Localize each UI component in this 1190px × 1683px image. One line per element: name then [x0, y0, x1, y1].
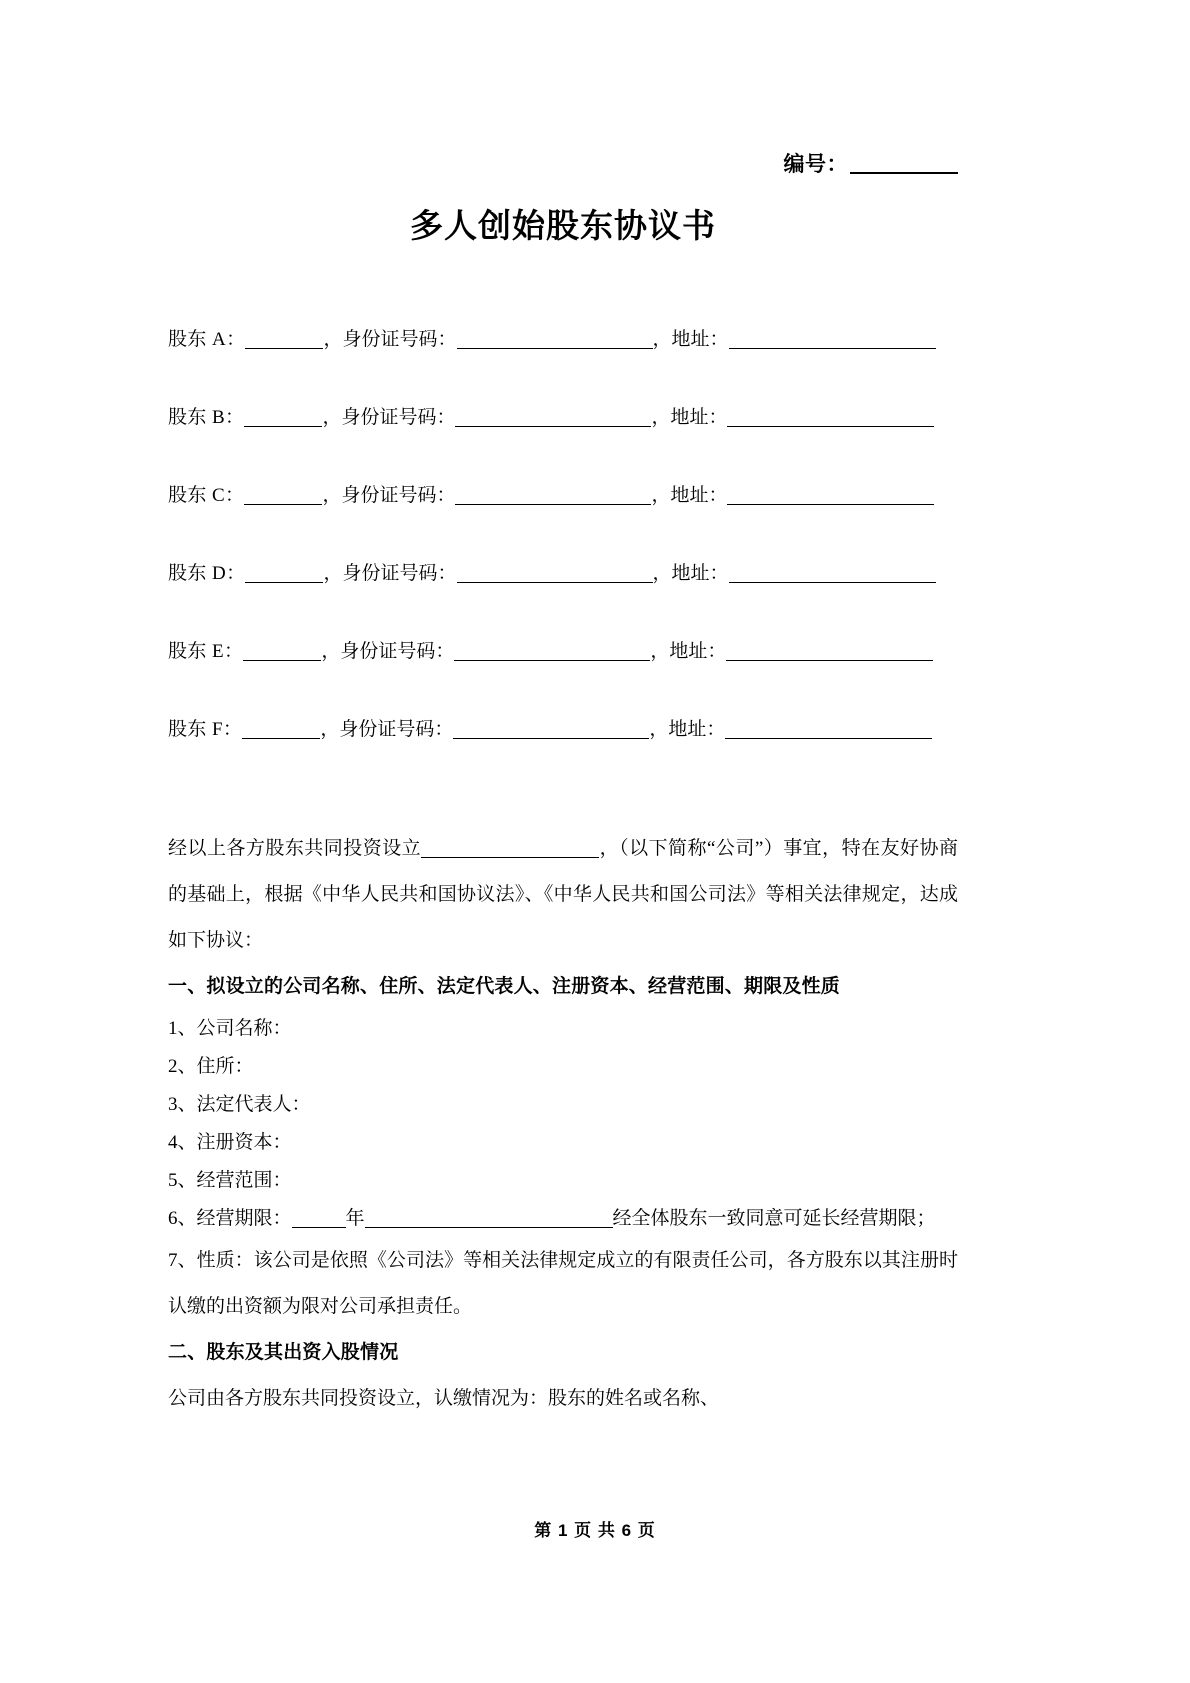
doc-number-label: 编号： [783, 152, 848, 176]
shareholder-label-c: 股东 C： [168, 485, 245, 506]
shareholder-name-blank-a[interactable] [245, 348, 323, 349]
shareholder-name-blank-c[interactable] [244, 504, 322, 505]
preamble-after: ，（以下简称“公司”）事宜，特在友好协商的基础上，根据《中华人民共和国协议法》、《中华人民共和国公司法》等相关法律规定，达成如下协议： [168, 838, 958, 951]
id-label-a: ，身份证号码： [323, 329, 457, 350]
id-label-c: ，身份证号码： [322, 485, 456, 506]
item-nature: 7、性质：该公司是依照《公司法》等相关法律规定成立的有限责任公司，各方股东以其注册时认缴的出资额为限对公司承担责任。 [168, 1250, 958, 1317]
section-heading-two: 二、股东及其出资入股情况 [168, 1342, 399, 1363]
shareholder-address-blank-d[interactable] [729, 582, 936, 583]
shareholder-label-f: 股东 F： [168, 719, 243, 740]
shareholder-name-blank-e[interactable] [243, 660, 321, 661]
shareholder-id-blank-c[interactable] [455, 504, 651, 505]
id-label-d: ，身份证号码： [323, 563, 457, 584]
address-label-f: ，地址： [649, 719, 726, 740]
shareholder-name-blank-d[interactable] [245, 582, 323, 583]
shareholder-address-blank-b[interactable] [727, 426, 934, 427]
shareholder-label-a: 股东 A： [168, 329, 246, 350]
operating-term-suffix: 经全体股东一致同意可延长经营期限； [612, 1208, 936, 1229]
shareholder-id-blank-e[interactable] [454, 660, 650, 661]
address-label-d: ，地址： [652, 563, 729, 584]
shareholder-id-blank-d[interactable] [457, 582, 653, 583]
item-legal-representative: 3、法定代表人： [168, 1094, 311, 1115]
shareholder-row-e [168, 613, 958, 691]
preamble-block [168, 826, 958, 964]
operating-term-years-blank[interactable] [292, 1227, 346, 1228]
address-label-c: ，地址： [651, 485, 728, 506]
company-name-blank[interactable] [421, 857, 599, 858]
item-business-scope: 5、经营范围： [168, 1170, 292, 1191]
address-label-e: ，地址： [650, 641, 727, 662]
doc-number-field [168, 148, 958, 178]
shareholder-address-blank-f[interactable] [725, 738, 932, 739]
shareholder-name-blank-b[interactable] [244, 426, 322, 427]
item-operating-term [168, 1200, 958, 1238]
preamble-lead: 经以上各方股东共同投资设立 [168, 838, 422, 859]
shareholder-address-blank-e[interactable] [726, 660, 933, 661]
document-content [168, 0, 958, 1422]
page-title: 多人创始股东协议书 [410, 207, 716, 244]
doc-number-blank[interactable] [850, 172, 958, 174]
address-label-b: ，地址： [651, 407, 728, 428]
shareholder-row-c [168, 457, 958, 535]
shareholder-id-blank-b[interactable] [455, 426, 651, 427]
item-company-name: 1、公司名称： [168, 1018, 292, 1039]
id-label-e: ，身份证号码： [321, 641, 455, 662]
section-heading-one: 一、拟设立的公司名称、住所、法定代表人、注册资本、经营范围、期限及性质 [168, 976, 841, 997]
shareholder-row-d [168, 535, 958, 613]
shareholder-id-blank-a[interactable] [457, 348, 653, 349]
section-two-body: 公司由各方股东共同投资设立，认缴情况为：股东的姓名或名称、 [168, 1388, 720, 1409]
shareholder-row-f [168, 691, 958, 769]
item-registered-capital: 4、注册资本： [168, 1132, 292, 1153]
shareholder-row-a [168, 301, 958, 379]
shareholder-label-e: 股东 E： [168, 641, 244, 662]
shareholder-address-blank-a[interactable] [729, 348, 936, 349]
shareholder-name-blank-f[interactable] [242, 738, 320, 739]
id-label-f: ，身份证号码： [320, 719, 454, 740]
item-address: 2、住所： [168, 1056, 254, 1077]
id-label-b: ，身份证号码： [322, 407, 456, 428]
address-label-a: ，地址： [652, 329, 729, 350]
preamble-paragraph [168, 826, 958, 964]
operating-term-years-unit: 年 [345, 1208, 365, 1229]
page-footer: 第 1 页 共 6 页 [534, 1521, 656, 1540]
shareholder-address-blank-c[interactable] [727, 504, 934, 505]
shareholder-id-blank-f[interactable] [453, 738, 649, 739]
shareholder-row-b [168, 379, 958, 457]
operating-term-blank[interactable] [365, 1227, 613, 1228]
section-one-items [168, 1010, 958, 1330]
operating-term-prefix: 6、经营期限： [168, 1208, 292, 1229]
shareholder-label-d: 股东 D： [168, 563, 246, 584]
shareholder-list [168, 301, 958, 769]
shareholder-label-b: 股东 B： [168, 407, 245, 428]
